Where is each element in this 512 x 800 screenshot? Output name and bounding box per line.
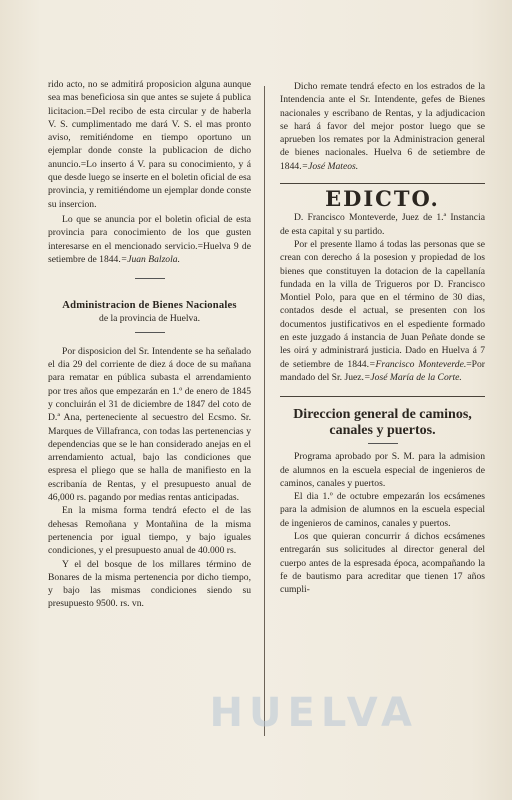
left-column bbox=[48, 78, 251, 611]
right-paragraph-5: El dia 1.º de octubre empezarán los ecsámenes para la admision de alumnos en la escuela especial de ingenieros de caminos, canales y puertos. bbox=[280, 491, 485, 529]
right-paragraph-2: D. Francisco Monteverde, Juez de 1.ª Instancia de esta capital y su partido. bbox=[280, 212, 485, 237]
signature-francisco-monteverde: =Francisco Monteverde. bbox=[369, 358, 467, 370]
left-paragraph-5: Y el del bosque de los millares término de Bonares de la misma pertenencia por dicho tiempo, y bajo las mismas condiciones siendo su presupuesto 9500. rs. vn. bbox=[48, 558, 251, 610]
short-divider bbox=[135, 278, 165, 279]
right-paragraph-1: Dicho remate tendrá efecto en los estrados de la Intendencia ante el Sr. Intendente, gefes de Bienes nacionales y escribano de Rentas, y la adjudicacion se hará á favor del mejor postor luego que se aprueben los remates por la Administracion general de bienes nacionales. Huelva 6 de setiembre de 1844.=José Mateos. bbox=[280, 81, 485, 172]
left-paragraph-1: rido acto, no se admitirá proposicion alguna aunque sea mas beneficiosa sin que antes se sujete á publica licitacion.=Del recibo de esta circular y de haberla V. S. cumplimentado me dará V. S. el mas pronto aviso, remitiéndome en tiempo oportuno un ejemplar donde conste la publicacion de dicho anuncio.=Lo inserto á V. para su conocimiento, y á que desde luego se inserte en el boletin oficial de esa provincia, y remitiéndome un ejemplar donde conste su insercion. bbox=[48, 79, 251, 210]
divider-above-edicto bbox=[280, 183, 485, 184]
right-column bbox=[280, 80, 485, 597]
right-paragraph-3: Por el presente llamo á todas las personas que se crean con derecho á la posesion y propiedad de los bienes que constituyen la dotacion de la capellanía fundada en la villa de Trigueros por D. Francisco Montiel Polo, para que en el término de 30 dias, contados desde el actual, se presenten con los documentos justificativos en el espediente formado en este juzgado á instancia de Juan Peñate donde se les oirá y administrará justicia. Dado en Huelva á 7 de setiembre de 1844.=Francisco Monteverde.=Por mandado del Sr. Juez.=José María de la Corte. bbox=[280, 238, 485, 383]
library-watermark: HUELVA bbox=[209, 690, 418, 736]
left-paragraph-2: Lo que se anuncia por el boletin oficial de esta provincia para conocimiento de los que gusten interesarse en el mencionado servicio.=Huelva 9 de setiembre de 1844.=Juan Balzola. bbox=[48, 213, 251, 265]
short-divider-3 bbox=[368, 443, 398, 444]
signature-jose-maria-de-la-corte: =José María de la Corte. bbox=[363, 371, 462, 383]
section-subtitle: de la provincia de Huelva. bbox=[99, 313, 200, 325]
signature-jose-mateos: =José Mateos. bbox=[301, 160, 359, 172]
right-paragraph-4: Programa aprobado por S. M. para la admision de alumnos en la escuela especial de ingenieros de caminos, canales y puertos. bbox=[280, 451, 485, 489]
signature-juan-balzola: =Juan Balzola. bbox=[120, 253, 180, 265]
column-divider bbox=[264, 86, 265, 736]
right-paragraph-6: Los que quieran concurrir á dichos ecsámenes entregarán sus solicitudes al director general del cuerpo antes de la espresada época, acompañando la fe de bautismo para acreditar que tienen 17 años cumpli- bbox=[280, 531, 485, 596]
left-paragraph-3: Por disposicion del Sr. Intendente se ha señalado el dia 29 del corriente de diez á doce de su mañana para rematar en pública subasta el arrendamiento por tres años que empezarán en 1.º de enero de 1845 y concluirán el 31 de diciembre de 1847 del coto de D.ª Ana, perteneciente al secuestro del Ecsmo. Sr. Marques de Villafranca, con todas las pertenencias y dependencias que se le han considerado anejas en el arrendamiento actual, bajo las condiciones que espresa el pliego que se halla de manifiesto en la escribanía de Rentas, y el presupuesto anual de 46,000 rs. pagando por medias rentas anticipadas. bbox=[48, 345, 251, 504]
section-title-bienes-nacionales: Administracion de Bienes Nacionales bbox=[62, 300, 237, 312]
edicto-heading: EDICTO. bbox=[325, 186, 440, 212]
divider-above-direccion bbox=[280, 396, 485, 397]
section-title-direccion-general: Direccion general de caminos, canales y puertos. bbox=[293, 407, 472, 439]
left-paragraph-4: En la misma forma tendrá efecto el de las dehesas Remoñana y Montañina de la misma pertenencia por igual tiempo, y bajo iguales condiciones, y el presupuesto anual de 40.000 rs. bbox=[48, 505, 251, 557]
short-divider-2 bbox=[135, 332, 165, 333]
